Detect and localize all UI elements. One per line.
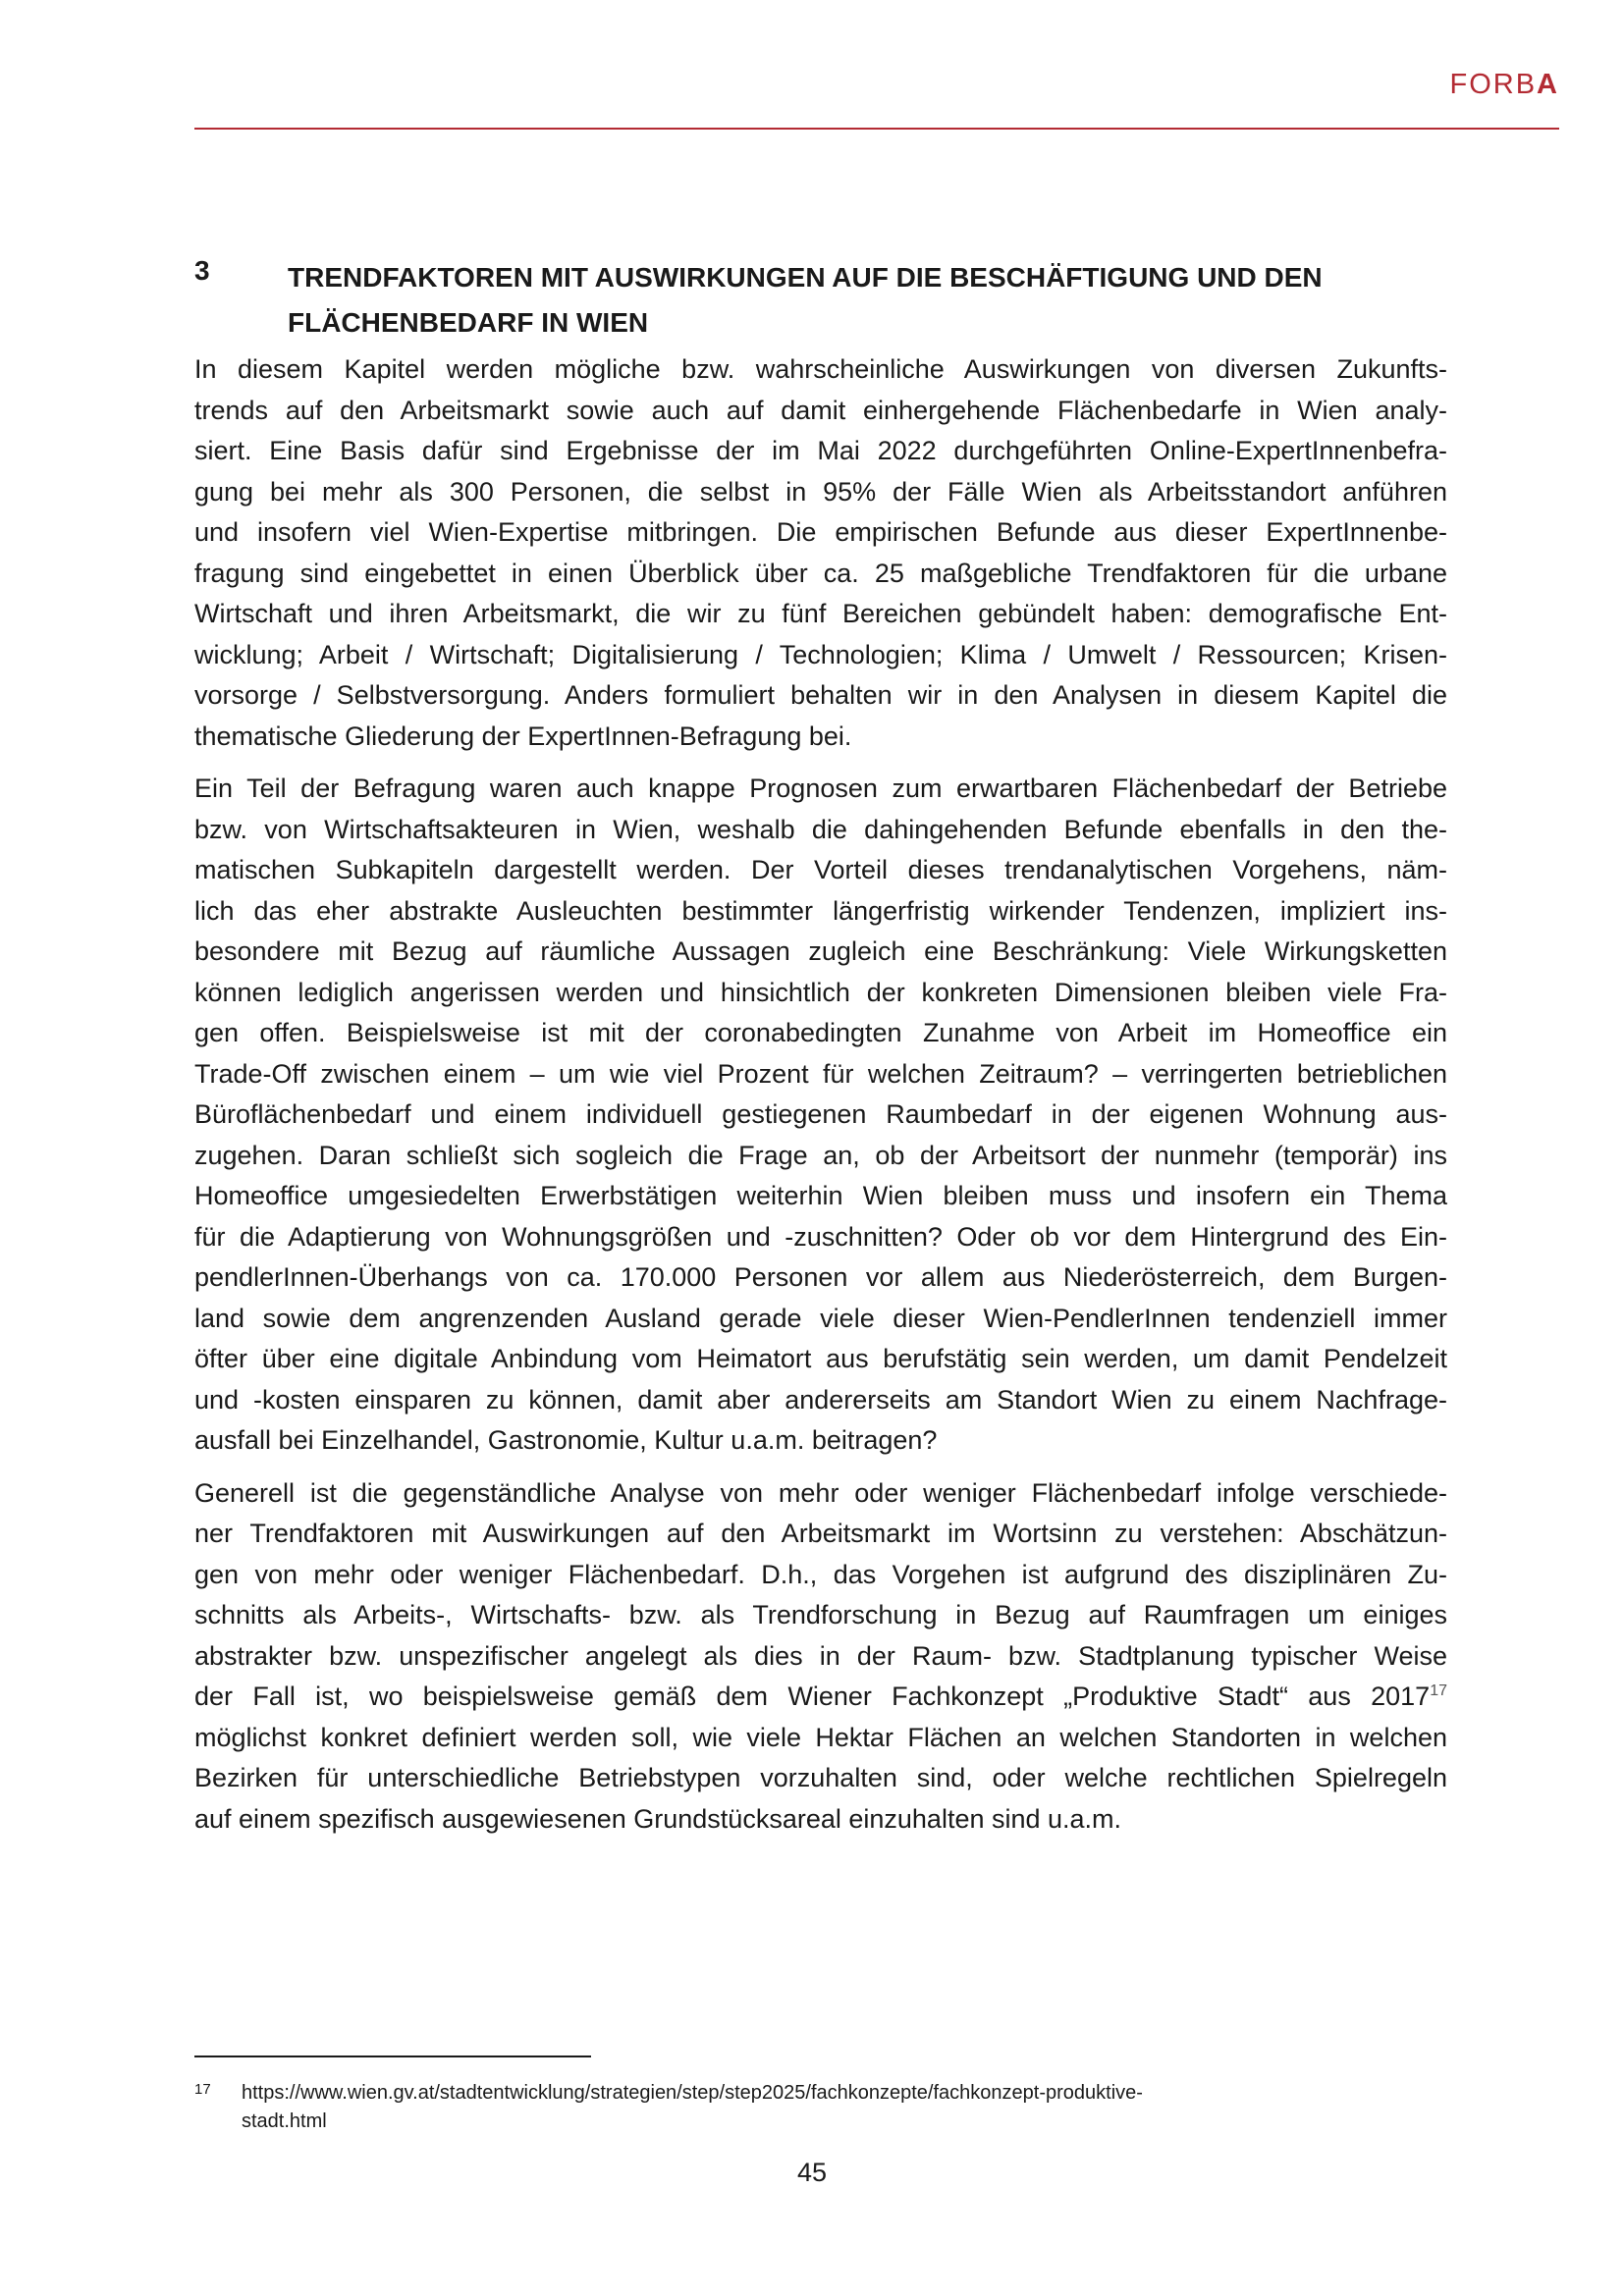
page-number: 45 (796, 2158, 828, 2187)
text-line: Wirtschaft und ihren Arbeitsmarkt, die wir zu fünf Bereichen gebündelt haben: demografische Ent- (194, 599, 1447, 628)
footnote-url-line[interactable]: stadt.html (242, 2110, 327, 2132)
text-line: Generell ist die gegenständliche Analyse von mehr oder weniger Flächenbedarf infolge verschiede- (194, 1477, 1447, 1508)
text-line (194, 1677, 1447, 1718)
text-line: möglichst konkret definiert werden soll, wie viele Hektar Flächen an welchen Standorten in welchen (194, 1722, 1447, 1752)
text-line: Trade-Off zwischen einem – um wie viel Prozent für welchen Zeitraum? – verringerten betrieblichen (194, 1058, 1447, 1089)
text-line: bzw. von Wirtschaftsakteuren in Wien, weshalb die dahingehenden Befunde ebenfalls in den the- (194, 814, 1447, 844)
text-line: und -kosten einsparen zu können, damit aber andererseits am Standort Wien zu einem Nachfrage- (194, 1384, 1447, 1415)
text-line: können lediglich angerissen werden und hinsichtlich der konkreten Dimensionen bleiben viele Fra- (194, 977, 1447, 1007)
text-line: In diesem Kapitel werden mögliche bzw. wahrscheinliche Auswirkungen von diversen Zukunfts- (194, 354, 1447, 384)
text-line: trends auf den Arbeitsmarkt sowie auch auf damit einhergehende Flächenbedarfe in Wien analy- (194, 395, 1447, 425)
text-line: gen von mehr oder weniger Flächenbedarf. D.h., das Vorgehen ist aufgrund des disziplinären Zu- (194, 1559, 1447, 1589)
text-line: Büroflächenbedarf und einem individuell gestiegenen Raumbedarf in der eigenen Wohnung aus- (194, 1099, 1447, 1129)
section-title-line: TRENDFAKTOREN MIT AUSWIRKUNGEN AUF DIE BESCHÄFTIGUNG UND DEN (288, 262, 1323, 293)
section-title (288, 255, 1412, 346)
body-text (194, 349, 1447, 1851)
footnote-number: 17 (194, 2081, 211, 2098)
section-title-line: FLÄCHENBEDARF IN WIEN (288, 307, 649, 338)
forba-logo: FORBA (1449, 69, 1559, 100)
text-line: pendlerInnen-Überhangs von ca. 170.000 Personen vor allem aus Niederösterreich, dem Burgen- (194, 1262, 1447, 1292)
text-line-content: der Fall ist, wo beispielsweise gemäß dem Wiener Fachkonzept „Produktive Stadt“ aus 2017 (194, 1682, 1431, 1711)
paragraph-2 (194, 769, 1447, 1462)
text-line: zugehen. Daran schließt sich sogleich die Frage an, ob der Arbeitsort der nunmehr (temporär) ins (194, 1140, 1447, 1170)
text-line: besondere mit Bezug auf räumliche Aussagen zugleich eine Beschränkung: Viele Wirkungsketten (194, 936, 1447, 966)
section-number: 3 (194, 255, 210, 286)
footnote-separator (194, 2056, 591, 2057)
text-line: ner Trendfaktoren mit Auswirkungen auf den Arbeitsmarkt im Wortsinn zu verstehen: Abschätzun- (194, 1519, 1447, 1548)
section-heading (194, 255, 1412, 346)
text-line: auf einem spezifisch ausgewiesenen Grundstücksareal einzuhalten sind u.a.m. (194, 1803, 1122, 1834)
text-line: abstrakter bzw. unspezifischer angelegt als dies in der Raum- bzw. Stadtplanung typischer Weise (194, 1640, 1447, 1671)
text-line: lich das eher abstrakte Ausleuchten bestimmter längerfristig wirkender Tendenzen, impliziert ins- (194, 895, 1447, 926)
text-line: siert. Eine Basis dafür sind Ergebnisse der im Mai 2022 durchgeführten Online-ExpertInnenbefra- (194, 436, 1447, 465)
paragraph-3 (194, 1473, 1447, 1841)
text-line: fragung sind eingebettet in einen Überblick über ca. 25 maßgebliche Trendfaktoren für die urbane (194, 558, 1447, 588)
text-line: Homeoffice umgesiedelten Erwerbstätigen weiterhin Wien bleiben muss und insofern ein Thema (194, 1181, 1447, 1210)
text-line: öfter über eine digitale Anbindung vom Heimatort aus berufstätig sein werden, um damit Pendelzeit (194, 1344, 1447, 1373)
footnote-url-line[interactable]: https://www.wien.gv.at/stadtentwicklung/strategien/step/step2025/fachkonzepte/fachkonzept-produktive- (242, 2082, 1143, 2104)
footnote-reference[interactable]: 17 (1430, 1682, 1447, 1699)
text-line: vorsorge / Selbstversorgung. Anders formuliert behalten wir in den Analysen in diesem Kapitel die (194, 680, 1447, 710)
text-line: gen offen. Beispielsweise ist mit der coronabedingten Zunahme von Arbeit im Homeoffice ein (194, 1018, 1447, 1047)
footnote (194, 2079, 1432, 2136)
text-line: ausfall bei Einzelhandel, Gastronomie, Kultur u.a.m. beitragen? (194, 1425, 938, 1455)
text-line: land sowie dem angrenzenden Ausland gerade viele dieser Wien-PendlerInnen tendenziell immer (194, 1303, 1447, 1333)
paragraph-1 (194, 349, 1447, 757)
text-line: matischen Subkapiteln dargestellt werden. Der Vorteil dieses trendanalytischen Vorgehens, näm- (194, 855, 1447, 884)
header-rule (194, 128, 1559, 130)
text-line: für die Adaptierung von Wohnungsgrößen und -zuschnitten? Oder ob vor dem Hintergrund des Ein- (194, 1221, 1447, 1252)
text-line: schnitts als Arbeits-, Wirtschafts- bzw. als Trendforschung in Bezug auf Raumfragen um einiges (194, 1600, 1447, 1629)
text-line: Bezirken für unterschiedliche Betriebstypen vorzuhalten sind, oder welche rechtlichen Spielregeln (194, 1763, 1447, 1792)
text-line: Ein Teil der Befragung waren auch knappe Prognosen zum erwartbaren Flächenbedarf der Betriebe (194, 774, 1447, 803)
text-line: wicklung; Arbeit / Wirtschaft; Digitalisierung / Technologien; Klima / Umwelt / Ressourcen; Krisen- (194, 639, 1447, 669)
text-line: und insofern viel Wien-Expertise mitbringen. Die empirischen Befunde aus dieser ExpertInnenbe- (194, 517, 1447, 547)
text-line: thematische Gliederung der ExpertInnen-Befragung bei. (194, 721, 852, 751)
text-line: gung bei mehr als 300 Personen, die selbst in 95% der Fälle Wien als Arbeitsstandort anführen (194, 476, 1447, 507)
